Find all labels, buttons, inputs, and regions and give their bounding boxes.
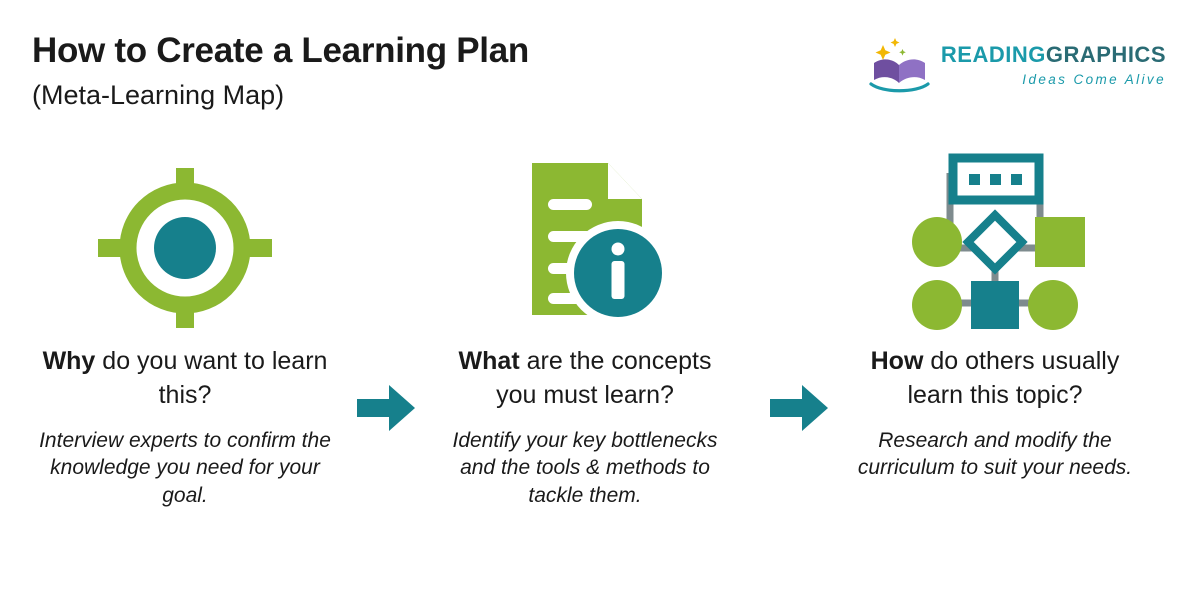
step-heading-rest: are the concepts you must learn? <box>496 347 712 409</box>
step-note: Research and modify the curriculum to suit your needs. <box>857 428 1133 480</box>
brand-logo <box>869 36 1166 94</box>
step-card-why <box>20 150 350 510</box>
page-title: How to Create a Learning Plan <box>32 31 529 70</box>
open-book-with-stars-icon <box>869 36 931 94</box>
step-heading-keyword: What <box>458 347 520 375</box>
logo-word-part1: READING <box>940 41 1046 67</box>
step-heading <box>435 345 735 413</box>
page-subtitle: (Meta-Learning Map) <box>32 79 285 110</box>
step-heading <box>845 345 1145 413</box>
document-with-info-badge-icon <box>420 150 750 345</box>
logo-text <box>940 41 1166 87</box>
target-crosshair-icon <box>20 150 350 345</box>
steps-row <box>0 150 1200 570</box>
step-card-how <box>830 150 1160 482</box>
step-note: Identify your key bottlenecks and the tools & methods to tackle them. <box>452 428 718 507</box>
flowchart-network-icon <box>830 150 1160 345</box>
logo-word-part2: GRAPHICS <box>1045 41 1166 67</box>
logo-tagline: Ideas Come Alive <box>1022 71 1166 87</box>
step-note: Interview experts to confirm the knowledge you need for your goal. <box>39 428 331 507</box>
step-heading-keyword: Why <box>42 347 96 375</box>
logo-wordmark <box>940 41 1166 67</box>
right-arrow-icon <box>768 380 830 436</box>
step-card-what <box>420 150 750 510</box>
step-heading <box>35 345 335 413</box>
step-heading-rest: do you want to learn this? <box>95 347 328 409</box>
step-heading-keyword: How <box>870 347 924 375</box>
right-arrow-icon <box>355 380 417 436</box>
step-heading-rest: do others usually learn this topic? <box>907 347 1120 409</box>
